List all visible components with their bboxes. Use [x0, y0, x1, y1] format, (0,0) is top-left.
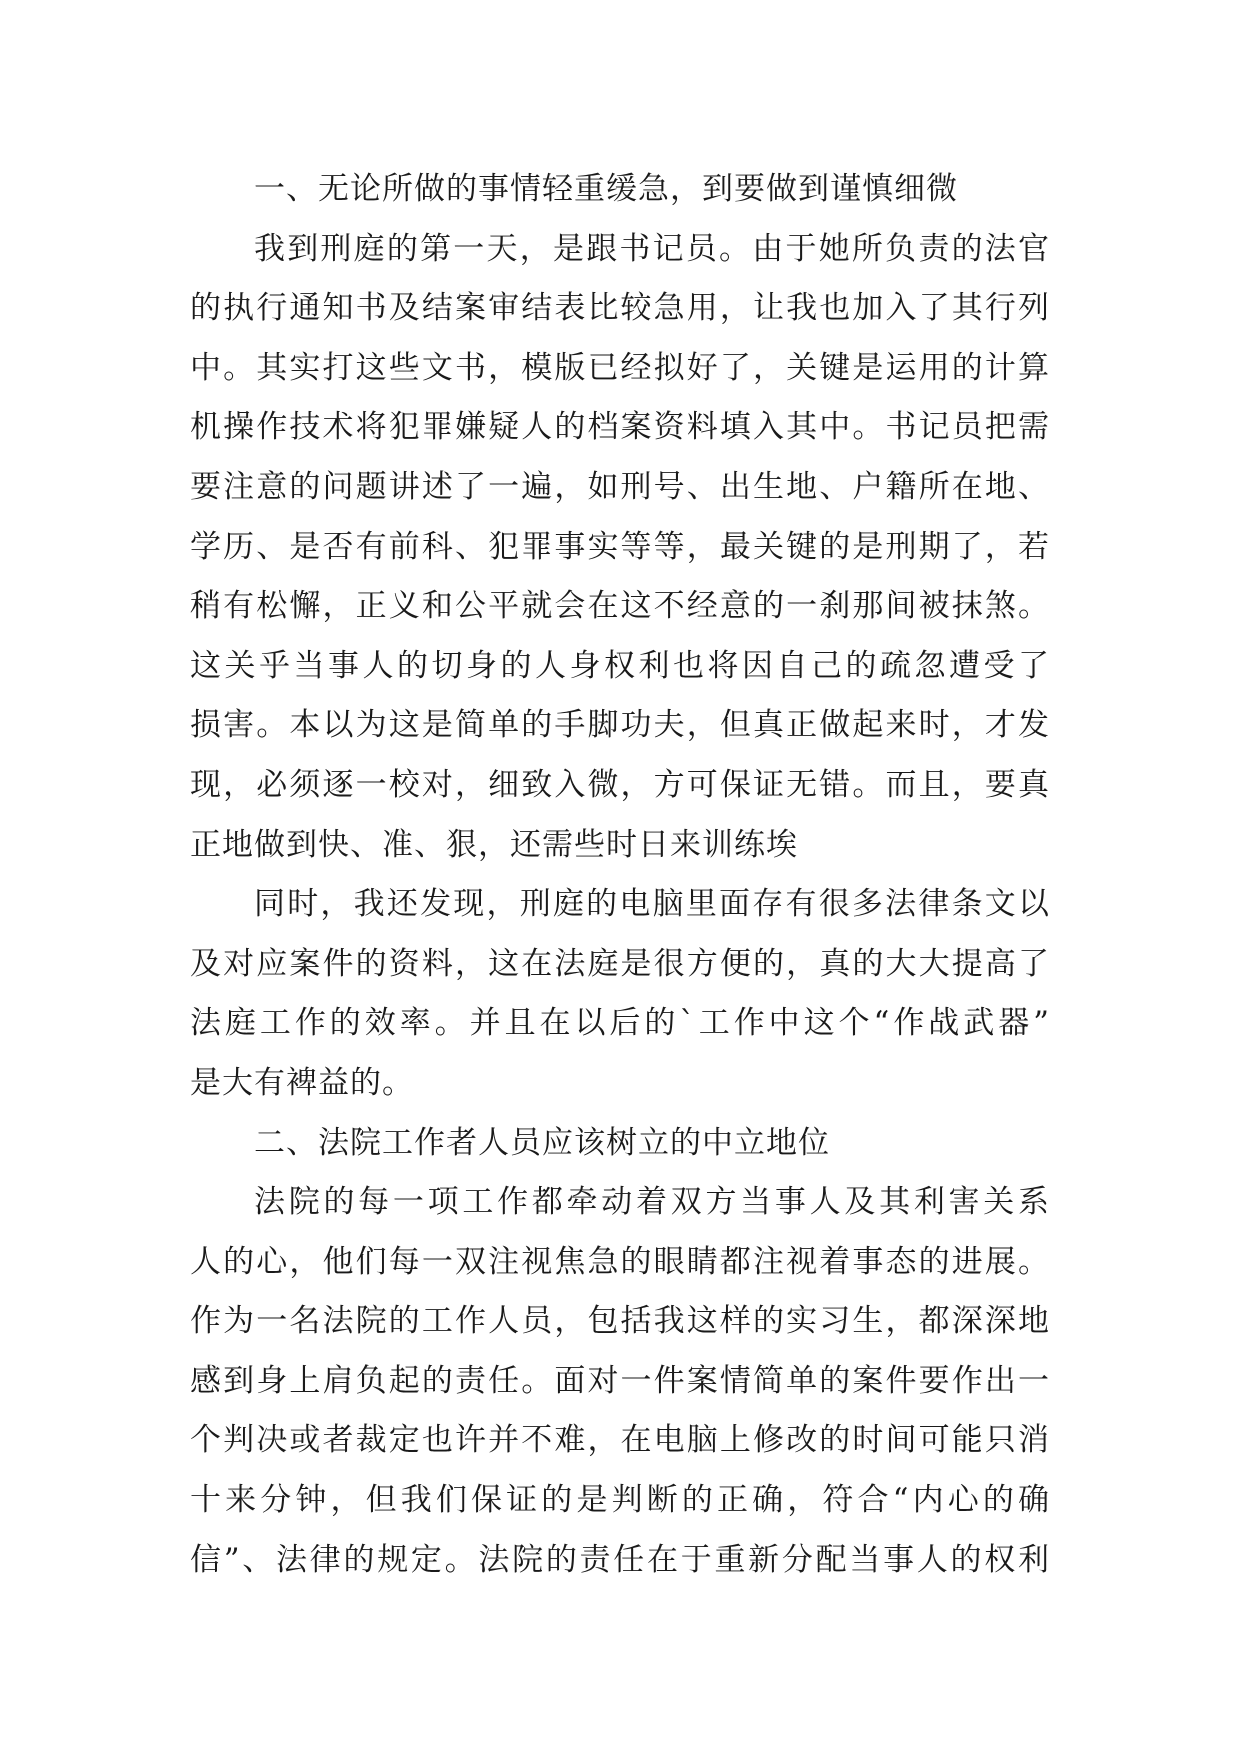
text-line: 是大有裨益的。 [190, 1064, 414, 1101]
text-line: 的执行通知书及结案审结表比较急用，让我也加入了其行列 [190, 290, 1050, 327]
text-line: 我到刑庭的第一天，是跟书记员。由于她所负责的法官 [254, 230, 1050, 267]
text-line: 机操作技术将犯罪嫌疑人的档案资料填入其中。书记员把需 [190, 409, 1050, 446]
text-line: 要注意的问题讲述了一遍，如刑号、出生地、户籍所在地、 [190, 468, 1050, 505]
document-body [190, 160, 1050, 1590]
text-line: 个判决或者裁定也许并不难，在电脑上修改的时间可能只消 [190, 1422, 1050, 1459]
text-line: 及对应案件的资料，这在法庭是很方便的，真的大大提高了 [190, 945, 1050, 982]
text-line: 稍有松懈，正义和公平就会在这不经意的一刹那间被抹煞。 [190, 588, 1050, 625]
text-line: 二、法院工作者人员应该树立的中立地位 [254, 1124, 830, 1161]
text-line: 感到身上肩负起的责任。面对一件案情简单的案件要作出一 [190, 1362, 1050, 1399]
text-line: 这关乎当事人的切身的人身权利也将因自己的疏忽遭受了 [190, 647, 1050, 684]
text-line: 学历、是否有前科、犯罪事实等等，最关键的是刑期了，若 [190, 528, 1050, 565]
text-line: 正地做到快、准、狠，还需些时日来训练埃 [190, 826, 798, 863]
text-line: 同时，我还发现，刑庭的电脑里面存有很多法律条文以 [254, 886, 1050, 923]
text-line: 人的心，他们每一双注视焦急的眼睛都注视着事态的进展。 [190, 1243, 1050, 1280]
text-line: 损害。本以为这是简单的手脚功夫，但真正做起来时，才发 [190, 707, 1050, 744]
text-line: 现，必须逐一校对，细致入微，方可保证无错。而且，要真 [190, 766, 1050, 803]
text-line: 法庭工作的效率。并且在以后的`工作中这个“作战武器” [190, 1005, 1050, 1042]
text-line: 中。其实打这些文书，模版已经拟好了，关键是运用的计算 [190, 349, 1050, 386]
text-line: 信”、法律的规定。法院的责任在于重新分配当事人的权利 [190, 1541, 1050, 1578]
text-line: 一、无论所做的事情轻重缓急，到要做到谨慎细微 [254, 171, 958, 207]
text-line: 法院的每一项工作都牵动着双方当事人及其利害关系 [254, 1184, 1050, 1221]
text-line: 十来分钟，但我们保证的是判断的正确，符合“内心的确 [190, 1482, 1050, 1519]
text-line: 作为一名法院的工作人员，包括我这样的实习生，都深深地 [190, 1303, 1050, 1340]
